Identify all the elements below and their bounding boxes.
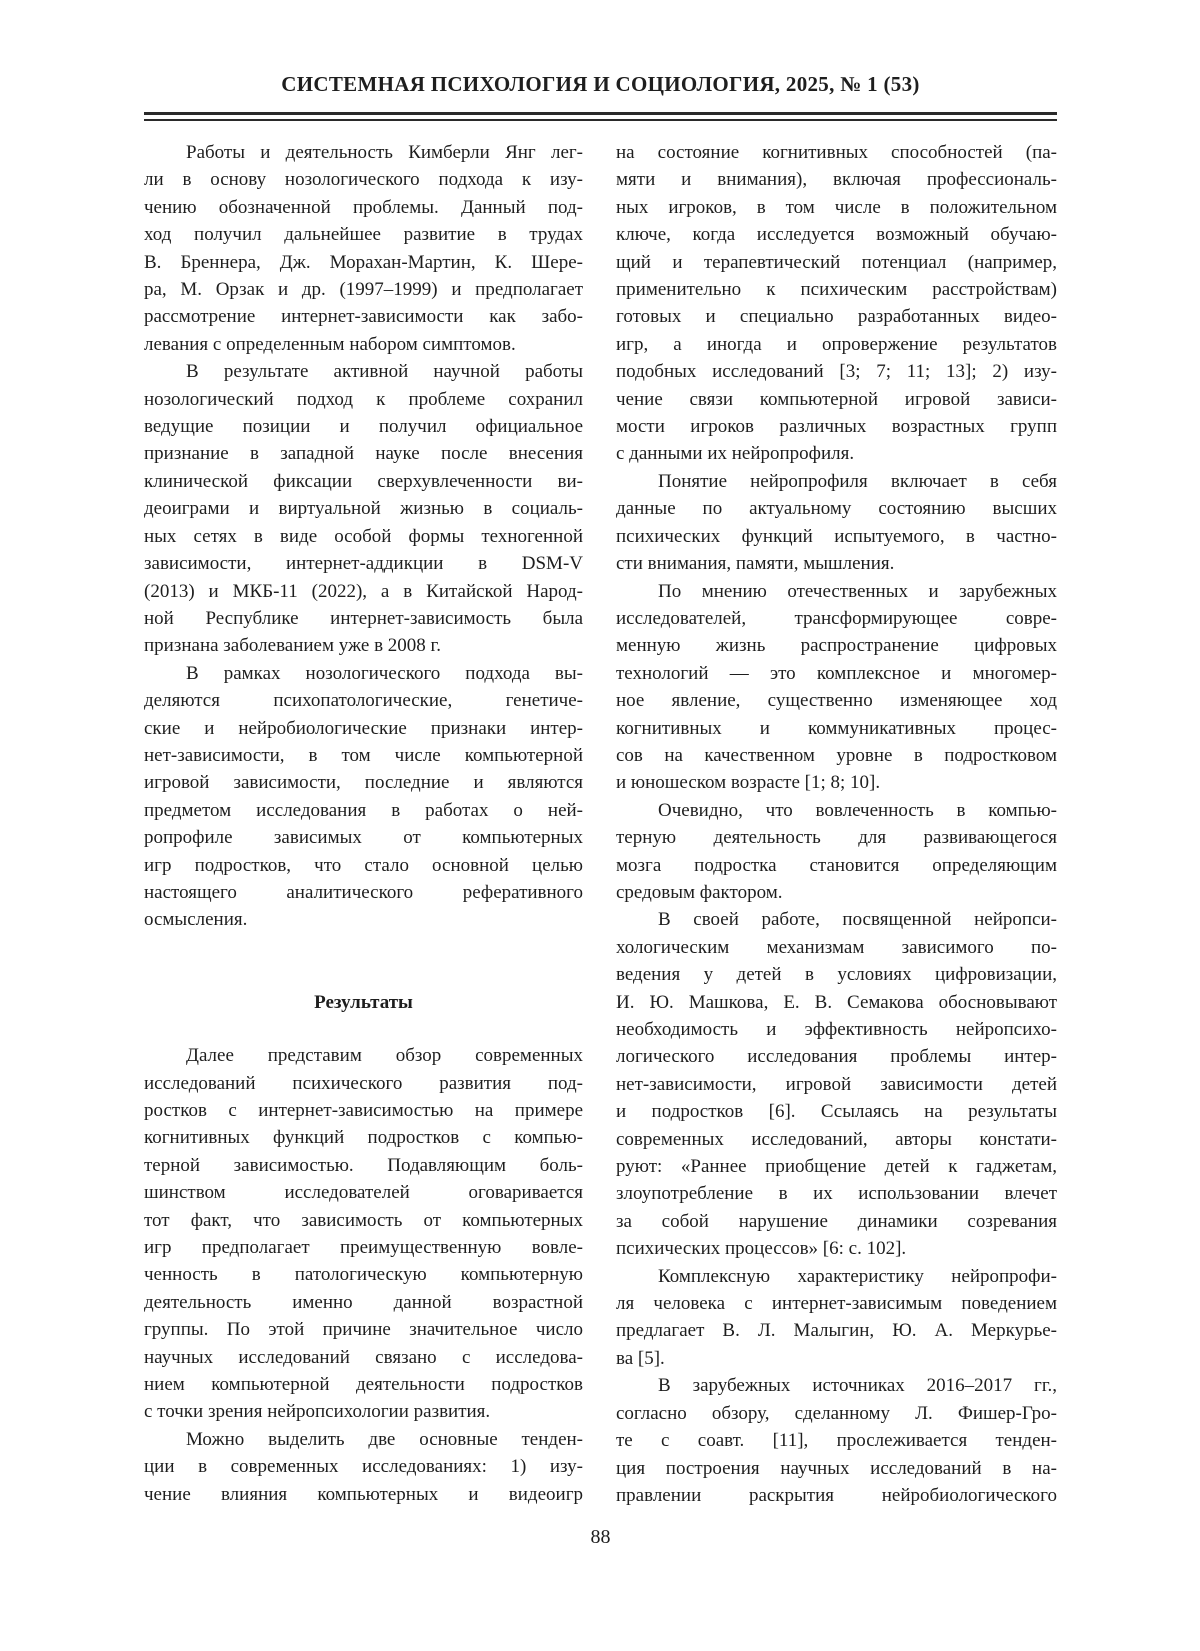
text-line: ля человека с интернет-зависимым поведением [616, 1293, 1057, 1315]
text-column-left [144, 139, 583, 1508]
text-line: В своей работе, посвященной нейропси- [658, 909, 1057, 931]
text-line: сов на качественном уровне в подростковом [616, 744, 1057, 766]
text-line: ские и нейробиологические признаки интер- [144, 717, 583, 739]
text-line: Понятие нейропрофиля включает в себя [658, 470, 1057, 492]
text-line: с данными их нейропрофиля. [616, 443, 855, 465]
text-line: средовым фактором. [616, 881, 783, 903]
text-line: сти внимания, памяти, мышления. [616, 553, 895, 575]
text-line: деоиграми и виртуальной жизнью в социаль- [144, 498, 583, 520]
paragraph [616, 139, 1057, 468]
text-line: злоупотребление в их использовании влечет [616, 1183, 1057, 1205]
text-line: признание в западной науке после внесения [144, 443, 583, 465]
paragraph [144, 139, 583, 358]
text-line: психических функций испытуемого, в частно- [616, 525, 1057, 547]
text-line: технологий — это комплексное и многомер- [616, 662, 1057, 684]
text-line: рассмотрение интернет-зависимости как забо- [144, 306, 583, 328]
text-line: исследований психического развития под- [144, 1072, 583, 1094]
text-line: за собой нарушение динамики созревания [616, 1210, 1057, 1232]
text-line: нет-зависимости, игровой зависимости детей [616, 1073, 1057, 1095]
text-line: В результате активной научной работы [186, 361, 583, 383]
text-line: ной Республике интернет-зависимость была [144, 607, 583, 629]
paragraph [616, 797, 1057, 907]
paragraph [616, 1263, 1057, 1373]
text-line: Комплексную характеристику нейропрофи- [658, 1265, 1057, 1287]
text-line: чению обозначенной проблемы. Данный под- [144, 196, 583, 218]
text-line: предлагает В. Л. Малыгин, Ю. А. Меркурье- [616, 1320, 1057, 1342]
text-column-right [616, 139, 1057, 1509]
text-line: нием компьютерной деятельности подростков [144, 1374, 583, 1396]
text-line: современных исследований, авторы констати- [616, 1128, 1057, 1150]
text-line: ключе, когда исследуется возможный обучаю- [616, 224, 1057, 246]
text-line: когнитивных и коммуникативных процес- [616, 717, 1057, 739]
journal-running-head: СИСТЕМНАЯ ПСИХОЛОГИЯ И СОЦИОЛОГИЯ, 2025, № 1 (53) [281, 72, 920, 96]
text-line: признана заболеванием уже в 2008 г. [144, 635, 441, 657]
paragraph [616, 906, 1057, 1262]
text-line: ции в современных исследованиях: 1) изу- [144, 1456, 583, 1478]
text-line: Можно выделить две основные тенден- [186, 1428, 583, 1450]
text-line: исследователей, трансформирующее совре- [616, 607, 1057, 629]
text-line: на состояние когнитивных способностей (па- [616, 142, 1057, 163]
text-line: готовых и специально разработанных видео- [616, 306, 1057, 328]
text-line: настоящего аналитического реферативного [144, 881, 583, 903]
paragraph [144, 1426, 583, 1508]
text-line: деляются психопатологические, генетиче- [144, 690, 583, 712]
text-line: ход получил дальнейшее развитие в трудах [144, 224, 583, 246]
text-line: игр предполагает преимущественную вовле- [144, 1237, 583, 1259]
text-line: ли в основу нозологического подхода к изу- [144, 169, 583, 191]
text-line: терной зависимостью. Подавляющим боль- [144, 1154, 583, 1176]
text-line: и подростков [6]. Ссылаясь на результаты [616, 1101, 1057, 1123]
text-line: необходимость и эффективность нейропсихо- [616, 1019, 1057, 1040]
text-line: с точки зрения нейропсихологии развития. [144, 1401, 491, 1423]
text-line: (2013) и МКБ-11 (2022), а в Китайской Народ- [144, 580, 583, 602]
text-line: данные по актуальному состоянию высших [616, 498, 1057, 520]
text-line: зависимости, интернет-аддикции в DSM-V [144, 553, 583, 575]
text-line: менную жизнь распространение цифровых [616, 635, 1057, 657]
text-line: игровой зависимости, последние и являются [144, 772, 583, 794]
text-line: ных игроков, в том числе в положительном [616, 196, 1057, 218]
text-line: осмысления. [144, 909, 248, 931]
paragraph [616, 1372, 1057, 1509]
paragraph [144, 1042, 583, 1426]
text-line: согласно обзору, сделанному Л. Фишер-Гро- [616, 1402, 1057, 1424]
text-line: руют: «Раннее приобщение детей к гаджетам, [616, 1156, 1057, 1178]
text-line: игр подростков, что стало основной целью [144, 854, 583, 876]
text-line: ва [5]. [616, 1347, 665, 1369]
text-line: щий и терапевтический потенциал (например, [616, 251, 1057, 273]
header-double-rule [144, 112, 1057, 121]
paragraph [616, 578, 1057, 797]
text-line: нозологический подход к проблеме сохранил [144, 388, 583, 410]
paragraph [616, 468, 1057, 578]
page-number: 88 [590, 1526, 611, 1548]
text-line: ропрофиле зависимых от компьютерных [144, 827, 583, 849]
text-line: В зарубежных источниках 2016–2017 гг., [658, 1375, 1057, 1397]
text-line: ра, М. Орзак и др. (1997–1999) и предполагает [144, 279, 583, 301]
text-line: когнитивных функций подростков с компью- [144, 1127, 583, 1149]
text-line: Очевидно, что вовлеченность в компью- [658, 799, 1057, 821]
text-line: мяти и внимания), включая профессиональ- [616, 169, 1057, 191]
text-line: группы. По этой причине значительное число [144, 1319, 583, 1341]
text-line: чение связи компьютерной игровой зависи- [616, 388, 1057, 410]
text-line: нет-зависимости, в том числе компьютерной [144, 744, 583, 766]
text-line: те с соавт. [11], прослеживается тенден- [616, 1430, 1057, 1452]
text-line: мозга подростка становится определяющим [616, 854, 1057, 876]
text-line: логического исследования проблемы интер- [616, 1046, 1057, 1068]
text-line: клинической фиксации сверхувлеченности ви- [144, 470, 583, 492]
text-line: и юношеском возрасте [1; 8; 10]. [616, 772, 881, 794]
text-line: ростков с интернет-зависимостью на примере [144, 1100, 583, 1121]
text-line: подобных исследований [3; 7; 11; 13]; 2) изу- [616, 361, 1057, 383]
text-line: И. Ю. Машкова, Е. В. Семакова обосновывают [616, 991, 1057, 1013]
text-line: предметом исследования в работах о ней- [144, 799, 583, 821]
paragraph [144, 358, 583, 659]
text-line: мости игроков различных возрастных групп [616, 416, 1057, 438]
section-heading: Результаты [314, 991, 413, 1013]
text-line: применительно к психическим расстройствам) [616, 279, 1057, 301]
text-line: ное явление, существенно изменяющее ход [616, 690, 1057, 712]
text-line: левания с определенным набором симптомов. [144, 333, 516, 355]
text-line: По мнению отечественных и зарубежных [658, 580, 1057, 602]
text-line: чение влияния компьютерных и видеоигр [144, 1483, 583, 1505]
text-line: шинством исследователей оговаривается [144, 1182, 583, 1204]
text-line: ведущие позиции и получил официальное [144, 416, 583, 438]
text-line: правлении раскрытия нейробиологического [616, 1484, 1057, 1506]
text-line: деятельность именно данной возрастной [144, 1291, 583, 1313]
text-line: ных сетях в виде особой формы техногенной [144, 525, 583, 547]
text-line: научных исследований связано с исследова- [144, 1346, 583, 1368]
text-line: ведения у детей в условиях цифровизации, [616, 964, 1057, 986]
text-line: хологическим механизмам зависимого по- [616, 936, 1057, 958]
text-line: терную деятельность для развивающегося [616, 827, 1057, 849]
text-line: психических процессов» [6: с. 102]. [616, 1238, 907, 1260]
text-line: игр, а иногда и опровержение результатов [616, 333, 1057, 355]
text-line: В. Бреннера, Дж. Морахан-Мартин, К. Шере- [144, 251, 583, 273]
text-line: Работы и деятельность Кимберли Янг лег- [186, 142, 583, 163]
paragraph [144, 660, 583, 934]
text-line: ция построения научных исследований в на- [616, 1457, 1057, 1479]
text-line: Далее представим обзор современных [186, 1045, 583, 1067]
text-line: ченность в патологическую компьютерную [144, 1264, 583, 1286]
text-line: В рамках нозологического подхода вы- [186, 662, 583, 684]
text-line: тот факт, что зависимость от компьютерных [144, 1209, 583, 1231]
